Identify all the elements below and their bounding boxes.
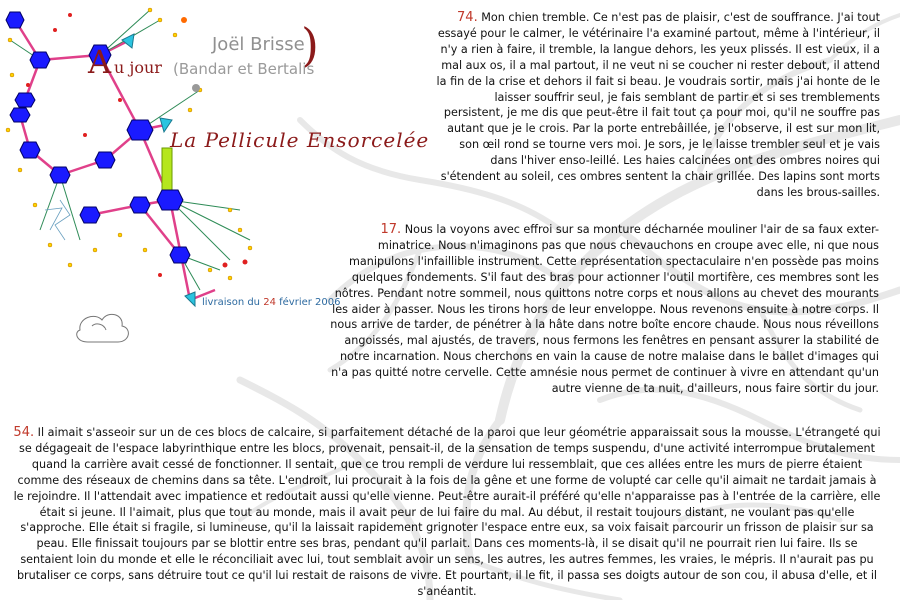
- series-title: u jour: [114, 58, 162, 77]
- paragraph-54: [12, 425, 882, 600]
- cloud-sketch-icon: [77, 314, 129, 342]
- paragraph-text: Nous la voyons avec effroi sur sa monture décharnée mouliner l'air de sa faux exter-minatrice. Nous n'imaginons pas que nous chevauchons en croupe avec elle, ni que nous manipulons l'infaillible instrument. Cette représentation spectaculaire n'en possède pas moins quelques fondements. S'il faut des bras pour actionner l'outil mortifère, ces membres sont les nôtres. Pendant notre sommeil, nous quittons notre corps et nous allons au chevet des mourants les aider à passer. Nous les tirons hors de leur enveloppe. Nous revenons ensuite à notre corps. Il nous arrive de tarder, de pénétrer à la hâte dans notre boîte encore chaude. Nous nous réveillons angoissés, mal ajustés, de travers, nous fermons les fenêtres en pensant assurer la stabilité de notre incarnation. Nous cherchons en vain la cause de notre malaise dans le ballet d'images qui n'a pas quitté notre cervelle. Cette amnésie nous permet de continuer à vivre en attendant qu'un autre vienne de ta nuit, d'ailleurs, nous faire sortir du jour.: [330, 223, 879, 396]
- author-name: Joël Brisse: [212, 34, 305, 55]
- paragraph-number: 54.: [13, 425, 35, 440]
- paragraph-17: [330, 222, 879, 397]
- delivery-prefix: livraison du: [202, 297, 264, 308]
- delivery-date-link[interactable]: [202, 297, 341, 308]
- paragraph-74: [432, 10, 880, 201]
- delivery-suffix: février 2006: [275, 297, 341, 308]
- delivery-day: 24: [263, 297, 276, 308]
- collection-title: La Pellicule Ensorcelée: [170, 128, 430, 152]
- paragraph-number: 17.: [380, 222, 402, 237]
- closing-parenthesis: ): [301, 18, 319, 72]
- paragraph-text: Il aimait s'asseoir sur un de ces blocs de calcaire, si parfaitement détaché de la paroi que leur géométrie apparaissait sous la mousse. L'étrangeté qui se dégageait de l'espace labyrinthique entre les blocs, provenait, pensait-il, de la sensation de temps suspendu, d'une activité interrompue brutalement quand la carrière avait cessé de fonctionner. Il sentait, que ce trou rempli de verdure lui ressemblait, que ces allées entre les murs de pierre étaient comme des réseaux de chemins dans sa tête. L'endroit, lui procurait à la fois de la gêne et une forme de volupté car celle qu'il aimait ne tardait jamais à le rejoindre. Il l'attendait avec impatience et redoutait aussi qu'elle vienne. Peut-être aurait-il préféré qu'elle n'apparaisse pas à l'entrée de la carrière, elle était si jeune. Il l'aimait, plus que tout au monde, mais il avait peur de lui faire du mal. Au début, il restait toujours distant, ne voulant pas qu'elle s'approche. Elle était si fragile, si lumineuse, qu'il la laissait rapidement grignoter l'espace entre eux, sa voix faisait parcourir un frisson de plaisir sur sa peau. Elle finissait toujours par se blottir entre ses bras, pendant qu'il parlait. Dans ces moments-là, il se disait qu'il ne pourrait rien lui faire. Ils se sentaient loin du monde et elle le réconciliait avec lui, tout semblait avoir un sens, les autres, les autres femmes, les vraies, le mépris. Il n'aurait pas pu brutaliser ce corps, sans détruire tout ce qu'il lui restait de raisons de vivre. Et pourtant, il le fit, il passa ses doigts autour de son cou, il abusa d'elle, et il s'anéantit.: [13, 426, 881, 599]
- series-initial: A: [88, 43, 112, 81]
- paragraph-text: Mon chien tremble. Ce n'est pas de plaisir, c'est de souffrance. J'ai tout essayé pour le calmer, le vétérinaire l'a examiné partout, même à l'intérieur, il n'y a rien à faire, il tremble, la langue dehors, les yeux plissés. Il est vieux, il a mal aux os, il a mal partout, il ne veut ni se coucher ni rester debout, il attend la fin de la crise et dehors il fait si beau. Je voudrais sortir, mais j'ai honte de le laisser souffrir seul, je fais semblant de partir et si ses tremblements persistent, je me dis que peut-être il fait tout ça pour moi, qu'il ne souffre pas autant que je le crois. Par la porte entrebâillée, je l'observe, il est sur mon lit, son œil rond se tourne vers moi. Je sors, je le laisse trembler seul et je vais dans l'hiver enso-leillé. Les haies calcinées ont des ombres noires qui s'étendent au soleil, ces ombres sentent la chair grillée. Des lapins sont morts dans les brous-sailles.: [436, 11, 880, 199]
- publisher-name: (Bandar et Bertalis: [173, 60, 315, 78]
- paragraph-number: 74.: [457, 10, 478, 25]
